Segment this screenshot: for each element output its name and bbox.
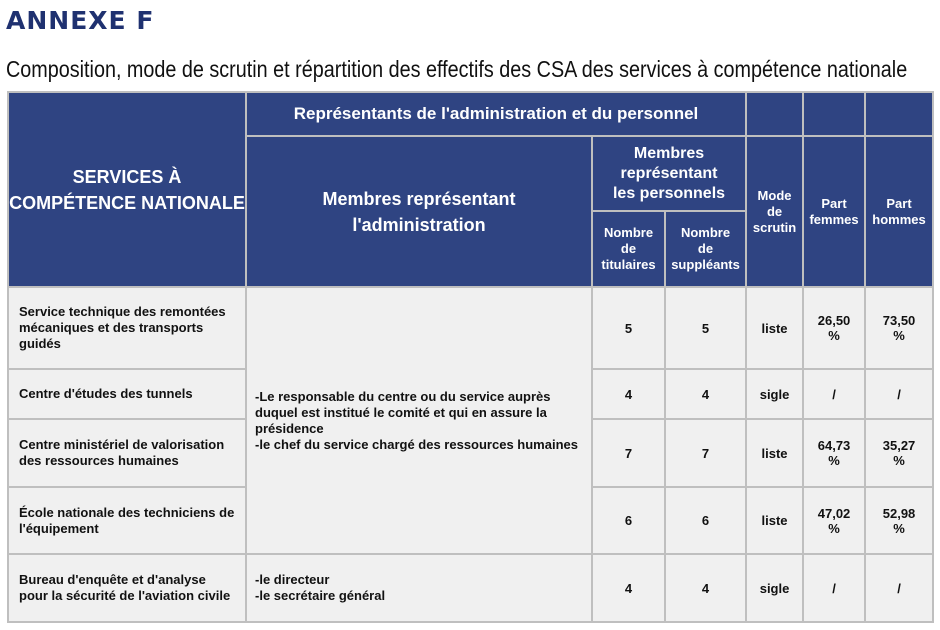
service-name: Centre ministériel de valorisation des ressources humaines	[8, 419, 246, 487]
part-femmes: 47,02 %	[803, 487, 865, 554]
suppleants-count: 7	[665, 419, 746, 487]
titulaires-count: 7	[592, 419, 665, 487]
titulaires-count: 6	[592, 487, 665, 554]
table-row	[8, 287, 933, 369]
header-personnels: Membres représentant les personnels	[592, 136, 746, 211]
part-hommes: 35,27 %	[865, 419, 933, 487]
mode-scrutin: liste	[746, 419, 803, 487]
mode-scrutin: sigle	[746, 369, 803, 419]
page-subtitle: Composition, mode de scrutin et répartition des effectifs des CSA des services à compétence nationale	[6, 56, 908, 82]
header-titulaires: Nombre de titulaires	[592, 211, 665, 287]
header-services: SERVICES À COMPÉTENCE NATIONALE	[8, 92, 246, 287]
header-admin: Membres représentant l'administration	[246, 136, 592, 287]
suppleants-count: 4	[665, 554, 746, 622]
service-name: Bureau d'enquête et d'analyse pour la sécurité de l'aviation civile	[8, 554, 246, 622]
service-name: École nationale des techniciens de l'équipement	[8, 487, 246, 554]
suppleants-count: 5	[665, 287, 746, 369]
header-blank-femmes	[803, 92, 865, 136]
header-hommes: Part hommes	[865, 136, 933, 287]
part-femmes: 64,73 %	[803, 419, 865, 487]
header-mode: Mode de scrutin	[746, 136, 803, 287]
mode-scrutin: sigle	[746, 554, 803, 622]
header-femmes: Part femmes	[803, 136, 865, 287]
part-femmes: 26,50 %	[803, 287, 865, 369]
csa-table	[7, 91, 934, 623]
header-representants: Représentants de l'administration et du personnel	[246, 92, 746, 136]
part-femmes: /	[803, 369, 865, 419]
annex-title: ANNEXE F	[6, 6, 155, 35]
part-hommes: 73,50 %	[865, 287, 933, 369]
part-hommes: /	[865, 369, 933, 419]
admin-members-shared: -Le responsable du centre ou du service auprès duquel est institué le comité et qui en assure la présidence -le chef du service chargé des ressources humaines	[246, 287, 592, 554]
header-suppleants: Nombre de suppléants	[665, 211, 746, 287]
titulaires-count: 5	[592, 287, 665, 369]
admin-members-bea: -le directeur -le secrétaire général	[246, 554, 592, 622]
titulaires-count: 4	[592, 369, 665, 419]
mode-scrutin: liste	[746, 287, 803, 369]
header-blank-mode	[746, 92, 803, 136]
part-hommes: 52,98 %	[865, 487, 933, 554]
header-blank-hommes	[865, 92, 933, 136]
suppleants-count: 4	[665, 369, 746, 419]
service-name: Service technique des remontées mécaniques et des transports guidés	[8, 287, 246, 369]
part-hommes: /	[865, 554, 933, 622]
part-femmes: /	[803, 554, 865, 622]
service-name: Centre d'études des tunnels	[8, 369, 246, 419]
suppleants-count: 6	[665, 487, 746, 554]
table-row	[8, 554, 933, 622]
mode-scrutin: liste	[746, 487, 803, 554]
titulaires-count: 4	[592, 554, 665, 622]
